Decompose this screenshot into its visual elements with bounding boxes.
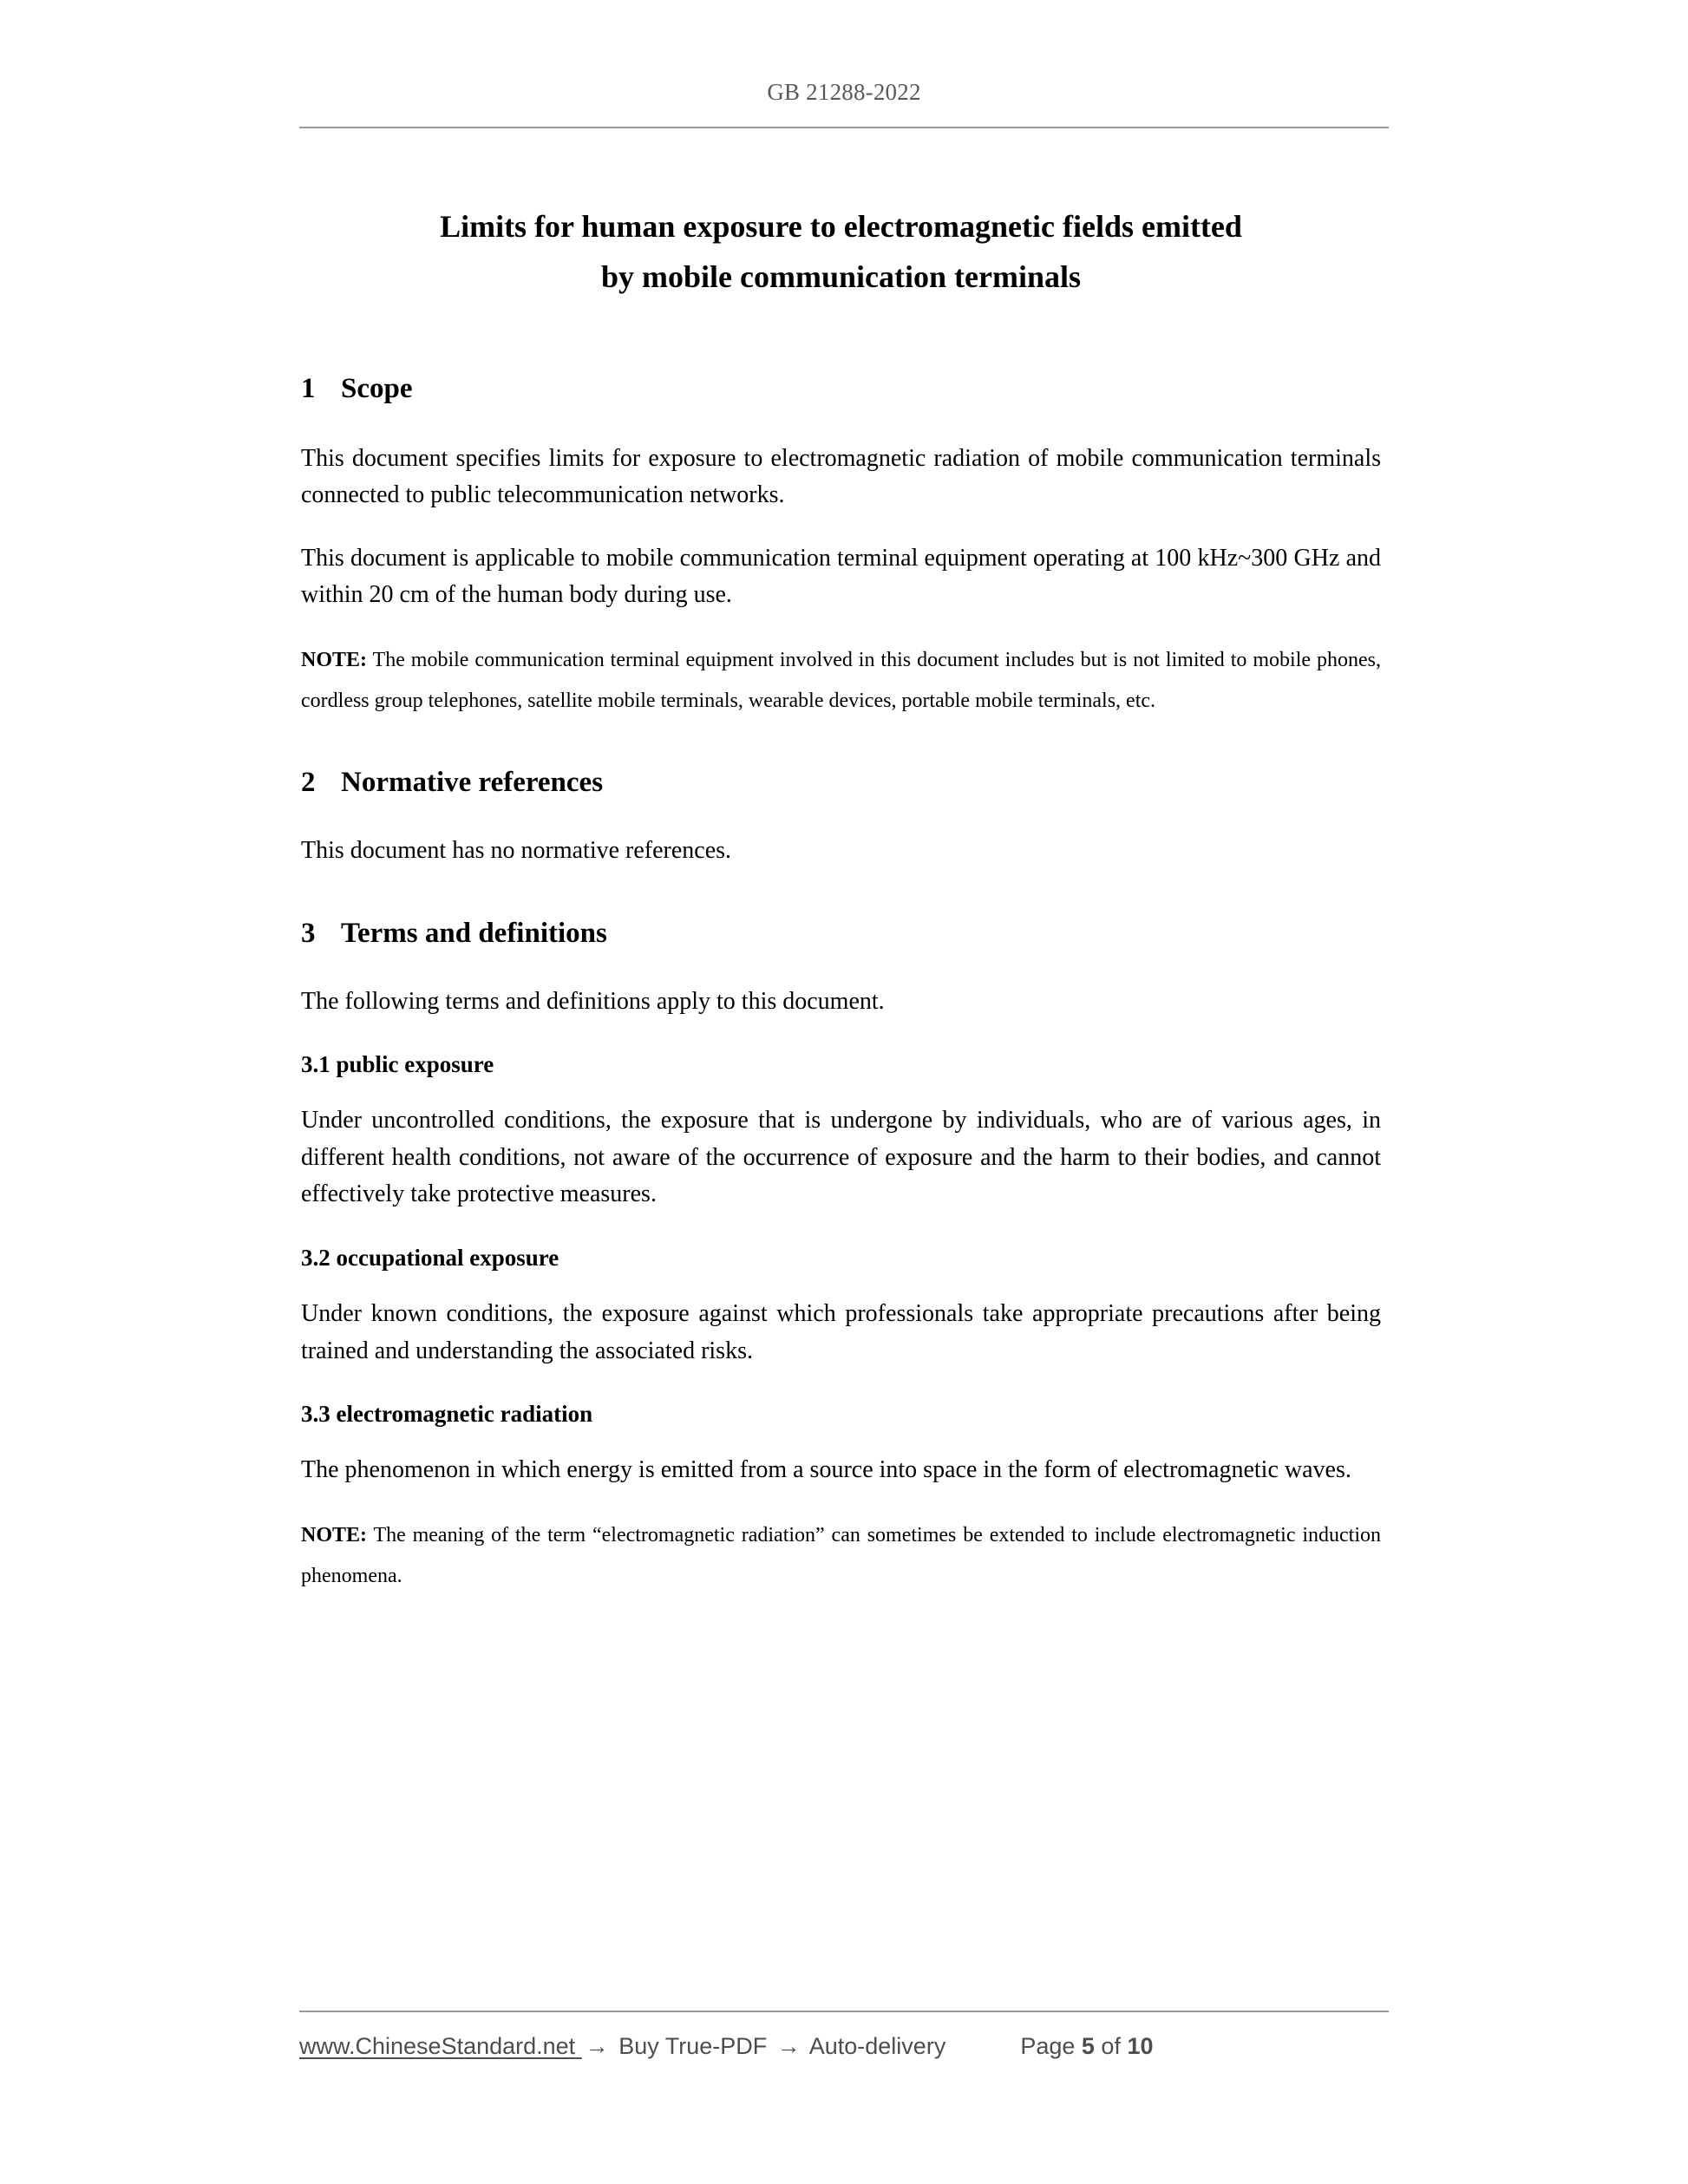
section-heading-scope bbox=[301, 370, 1381, 408]
scope-paragraph-1: This document specifies limits for exposure to electromagnetic radiation of mobile communication terminals connected to public telecommunication networks. bbox=[301, 444, 1381, 509]
document-body bbox=[301, 201, 1381, 1596]
normative-references-paragraph-1: This document has no normative references. bbox=[301, 837, 732, 865]
spacer bbox=[301, 303, 1381, 370]
arrow-right-icon-2: → bbox=[776, 2033, 801, 2059]
subsection-heading-3-1: 3.1 public exposure bbox=[301, 1051, 494, 1078]
subsection-3-2-paragraph: Under known conditions, the exposure against which professionals take appropriate precautions after being trained and understanding the associated risks. bbox=[301, 1300, 1381, 1364]
page-title-line-2: by mobile communication terminals bbox=[601, 259, 1081, 295]
spacer bbox=[301, 1020, 1381, 1049]
note-text: The meaning of the term “electromagnetic radiation” can sometimes be extended to include electromagnetic induction phenomena. bbox=[301, 1523, 1381, 1587]
spacer bbox=[301, 801, 1381, 833]
page-title-line-1: Limits for human exposure to electromagnetic fields emitted bbox=[440, 209, 1242, 244]
section-heading-terms-and-definitions bbox=[301, 915, 1381, 952]
spacer bbox=[301, 952, 1381, 984]
spacer bbox=[301, 1429, 1381, 1452]
arrow-right-icon: → bbox=[585, 2033, 609, 2059]
page-title bbox=[301, 201, 1381, 303]
section-number-3: 3 bbox=[301, 917, 316, 949]
footer-buy-label: Buy True-PDF bbox=[612, 2033, 774, 2059]
subsection-3-3-note bbox=[301, 1515, 1381, 1597]
section-number-2: 2 bbox=[301, 767, 316, 799]
subsection-3-1-paragraph: Under uncontrolled conditions, the exposure that is undergone by individuals, who are of various ages, in different health conditions, not aware of the occurrence of exposure and the harm to their bodies, and cannot effectively take protective measures. bbox=[301, 1107, 1381, 1208]
header-divider bbox=[299, 127, 1389, 128]
spacer bbox=[301, 514, 1381, 540]
footer-delivery-label: Auto-delivery bbox=[803, 2033, 946, 2059]
page-footer bbox=[299, 2011, 1389, 2060]
note-text: The mobile communication terminal equipment involved in this document includes but is not limited to mobile phones, cordless group telephones, satellite mobile terminals, wearable devices, portable mobile terminals, etc. bbox=[301, 648, 1381, 712]
footer-website-link[interactable]: www.ChineseStandard.net bbox=[299, 2033, 582, 2059]
footer-content bbox=[299, 2033, 1389, 2060]
terms-paragraph-1: The following terms and definitions apply to this document. bbox=[301, 987, 885, 1015]
page-indicator bbox=[1020, 2033, 1153, 2060]
section-heading-normative-references bbox=[301, 764, 1381, 801]
section-title-2: Normative references bbox=[341, 767, 604, 799]
spacer bbox=[301, 614, 1381, 640]
section-number-1: 1 bbox=[301, 372, 316, 404]
spacer bbox=[301, 1080, 1381, 1102]
spacer bbox=[301, 1273, 1381, 1296]
page-total: 10 bbox=[1127, 2033, 1154, 2059]
subsection-heading-3-2: 3.2 occupational exposure bbox=[301, 1244, 559, 1271]
section-title-3: Terms and definitions bbox=[341, 917, 607, 949]
spacer bbox=[301, 408, 1381, 441]
page-number: 5 bbox=[1081, 2033, 1095, 2059]
spacer bbox=[301, 721, 1381, 764]
standard-code: GB 21288-2022 bbox=[767, 79, 921, 105]
note-label: NOTE: bbox=[301, 648, 368, 671]
scope-note bbox=[301, 640, 1381, 722]
page-header bbox=[299, 78, 1389, 135]
subsection-heading-3-3: 3.3 electromagnetic radiation bbox=[301, 1401, 593, 1428]
of-word: of bbox=[1094, 2033, 1128, 2059]
spacer bbox=[301, 1489, 1381, 1515]
footer-divider bbox=[299, 2011, 1389, 2012]
note-label: NOTE: bbox=[301, 1523, 368, 1546]
spacer bbox=[301, 1370, 1381, 1399]
spacer bbox=[301, 870, 1381, 915]
page-word: Page bbox=[1020, 2033, 1082, 2059]
footer-promo bbox=[299, 2033, 945, 2060]
subsection-3-3-paragraph: The phenomenon in which energy is emitted from a source into space in the form of electromagnetic waves. bbox=[301, 1456, 1351, 1484]
section-title-1: Scope bbox=[341, 372, 413, 404]
scope-paragraph-2: This document is applicable to mobile communication terminal equipment operating at 100 kHz~300 GHz and within 20 cm of the human body during use. bbox=[301, 544, 1381, 609]
spacer bbox=[301, 1213, 1381, 1243]
